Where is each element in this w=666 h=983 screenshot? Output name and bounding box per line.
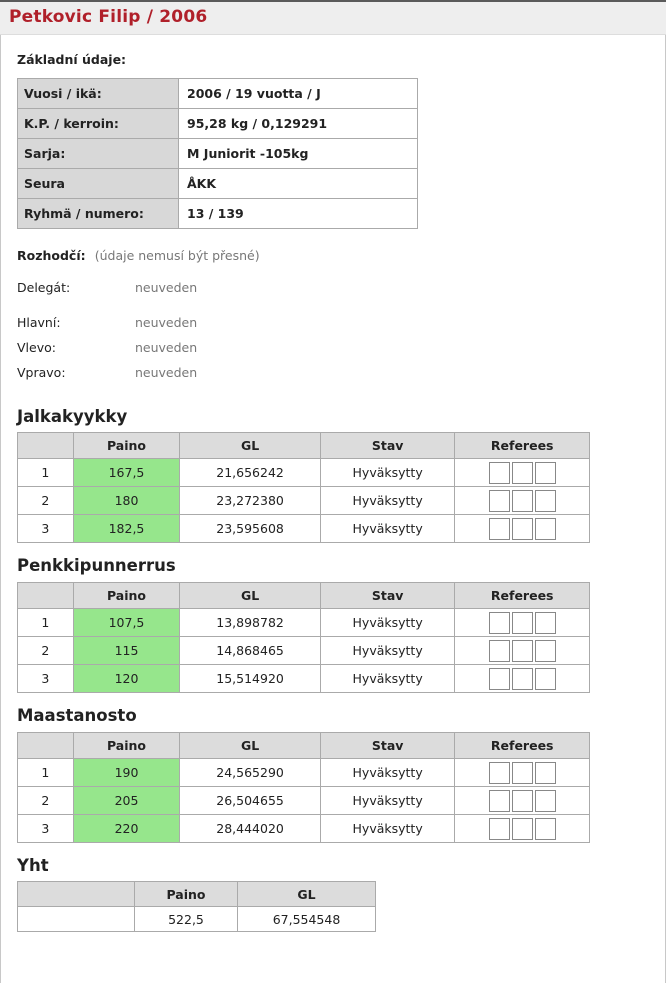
attempt-weight: 182,5 [73, 515, 180, 543]
referee-light-box [489, 790, 510, 812]
judges-note: (údaje nemusí být přesné) [94, 248, 260, 263]
info-row [18, 109, 418, 139]
attempt-number: 3 [18, 815, 74, 843]
referee-light-box [535, 462, 556, 484]
column-header-gl: GL [180, 433, 321, 459]
judge-left-value: neuveden [135, 340, 198, 355]
judge-right-label: Vpravo: [17, 365, 66, 380]
referee-light-box [512, 668, 533, 690]
attempt-gl: 21,656242 [180, 459, 321, 487]
total-header-blank [18, 882, 135, 907]
attempt-gl: 23,595608 [180, 515, 321, 543]
attempt-gl: 28,444020 [180, 815, 321, 843]
attempt-row [18, 815, 590, 843]
judge-left-label: Vlevo: [17, 340, 56, 355]
referee-light-box [512, 818, 533, 840]
referee-light-box [535, 640, 556, 662]
info-label: Vuosi / ikä: [18, 79, 179, 109]
attempt-status: Hyväksytty [320, 609, 455, 637]
attempt-status: Hyväksytty [320, 815, 455, 843]
lift-header-row [18, 733, 590, 759]
referee-light-box [535, 762, 556, 784]
attempt-referees [455, 815, 590, 843]
attempt-gl: 15,514920 [180, 665, 321, 693]
judges-header [17, 245, 260, 264]
attempt-row [18, 759, 590, 787]
attempt-row [18, 665, 590, 693]
column-header-num [18, 583, 74, 609]
referee-light-box [489, 762, 510, 784]
basic-info-heading: Základní údaje: [17, 52, 127, 67]
referee-light-box [535, 790, 556, 812]
column-header-status: Stav [320, 733, 455, 759]
column-header-status: Stav [320, 433, 455, 459]
judge-main-label: Hlavní: [17, 315, 61, 330]
column-header-referees: Referees [455, 583, 590, 609]
attempt-status: Hyväksytty [320, 759, 455, 787]
attempt-referees [455, 515, 590, 543]
column-header-referees: Referees [455, 733, 590, 759]
total-header-gl: GL [238, 882, 376, 907]
attempt-referees [455, 609, 590, 637]
total-cell-blank [18, 907, 135, 932]
column-header-weight: Paino [73, 433, 180, 459]
lift-table-bench [17, 582, 590, 693]
info-row [18, 79, 418, 109]
attempt-gl: 13,898782 [180, 609, 321, 637]
attempt-status: Hyväksytty [320, 487, 455, 515]
attempt-referees [455, 637, 590, 665]
attempt-row [18, 459, 590, 487]
column-header-num [18, 733, 74, 759]
attempt-referees [455, 759, 590, 787]
attempt-row [18, 637, 590, 665]
total-gl: 67,554548 [238, 907, 376, 932]
lift-title-squat: Jalkakyykky [17, 407, 128, 426]
info-label: Ryhmä / numero: [18, 199, 179, 229]
total-weight: 522,5 [135, 907, 238, 932]
lift-title-bench: Penkkipunnerrus [17, 556, 176, 575]
info-row [18, 199, 418, 229]
judges-heading: Rozhodčí: [17, 248, 86, 263]
referee-light-box [535, 818, 556, 840]
athlete-title: Petkovic Filip / 2006 [9, 7, 208, 27]
total-title: Yht [17, 856, 49, 875]
attempt-number: 2 [18, 787, 74, 815]
attempt-number: 3 [18, 665, 74, 693]
attempt-status: Hyväksytty [320, 665, 455, 693]
referee-light-box [535, 490, 556, 512]
total-header-weight: Paino [135, 882, 238, 907]
info-value: ÅKK [179, 169, 418, 199]
column-header-gl: GL [180, 733, 321, 759]
attempt-gl: 14,868465 [180, 637, 321, 665]
referee-light-box [512, 640, 533, 662]
attempt-referees [455, 665, 590, 693]
column-header-weight: Paino [73, 583, 180, 609]
lift-title-deadlift: Maastanosto [17, 706, 137, 725]
info-label: Sarja: [18, 139, 179, 169]
referee-light-box [512, 762, 533, 784]
attempt-row [18, 787, 590, 815]
attempt-row [18, 609, 590, 637]
attempt-status: Hyväksytty [320, 787, 455, 815]
attempt-weight: 107,5 [73, 609, 180, 637]
column-header-gl: GL [180, 583, 321, 609]
judge-delegate-value: neuveden [135, 280, 198, 295]
referee-light-box [489, 462, 510, 484]
judge-delegate-label: Delegát: [17, 280, 71, 295]
attempt-gl: 23,272380 [180, 487, 321, 515]
info-value: 95,28 kg / 0,129291 [179, 109, 418, 139]
attempt-number: 1 [18, 459, 74, 487]
total-table [17, 881, 376, 932]
attempt-referees [455, 487, 590, 515]
column-header-num [18, 433, 74, 459]
info-value: 2006 / 19 vuotta / J [179, 79, 418, 109]
attempt-gl: 24,565290 [180, 759, 321, 787]
referee-light-box [489, 668, 510, 690]
referee-light-box [489, 640, 510, 662]
attempt-weight: 220 [73, 815, 180, 843]
attempt-referees [455, 787, 590, 815]
column-header-referees: Referees [455, 433, 590, 459]
attempt-weight: 190 [73, 759, 180, 787]
referee-light-box [535, 518, 556, 540]
attempt-weight: 167,5 [73, 459, 180, 487]
attempt-weight: 205 [73, 787, 180, 815]
referee-light-box [512, 612, 533, 634]
info-row [18, 139, 418, 169]
referee-light-box [535, 668, 556, 690]
lift-table-deadlift [17, 732, 590, 843]
attempt-number: 3 [18, 515, 74, 543]
basic-info-table [17, 78, 418, 229]
column-header-weight: Paino [73, 733, 180, 759]
column-header-status: Stav [320, 583, 455, 609]
referee-light-box [512, 462, 533, 484]
attempt-status: Hyväksytty [320, 515, 455, 543]
attempt-referees [455, 459, 590, 487]
attempt-gl: 26,504655 [180, 787, 321, 815]
attempt-status: Hyväksytty [320, 459, 455, 487]
total-header-row [18, 882, 376, 907]
attempt-number: 1 [18, 609, 74, 637]
referee-light-box [512, 790, 533, 812]
attempt-number: 1 [18, 759, 74, 787]
referee-light-box [535, 612, 556, 634]
total-row [18, 907, 376, 932]
info-row [18, 169, 418, 199]
referee-light-box [489, 490, 510, 512]
page-header [0, 2, 666, 35]
attempt-number: 2 [18, 487, 74, 515]
attempt-weight: 120 [73, 665, 180, 693]
attempt-status: Hyväksytty [320, 637, 455, 665]
referee-light-box [489, 612, 510, 634]
attempt-row [18, 515, 590, 543]
judge-right-value: neuveden [135, 365, 198, 380]
referee-light-box [489, 518, 510, 540]
attempt-weight: 115 [73, 637, 180, 665]
lift-table-squat [17, 432, 590, 543]
info-label: Seura [18, 169, 179, 199]
info-label: K.P. / kerroin: [18, 109, 179, 139]
info-value: M Juniorit -105kg [179, 139, 418, 169]
referee-light-box [512, 518, 533, 540]
attempt-weight: 180 [73, 487, 180, 515]
referee-light-box [489, 818, 510, 840]
attempt-number: 2 [18, 637, 74, 665]
lift-header-row [18, 433, 590, 459]
lift-header-row [18, 583, 590, 609]
info-value: 13 / 139 [179, 199, 418, 229]
referee-light-box [512, 490, 533, 512]
attempt-row [18, 487, 590, 515]
judge-main-value: neuveden [135, 315, 198, 330]
